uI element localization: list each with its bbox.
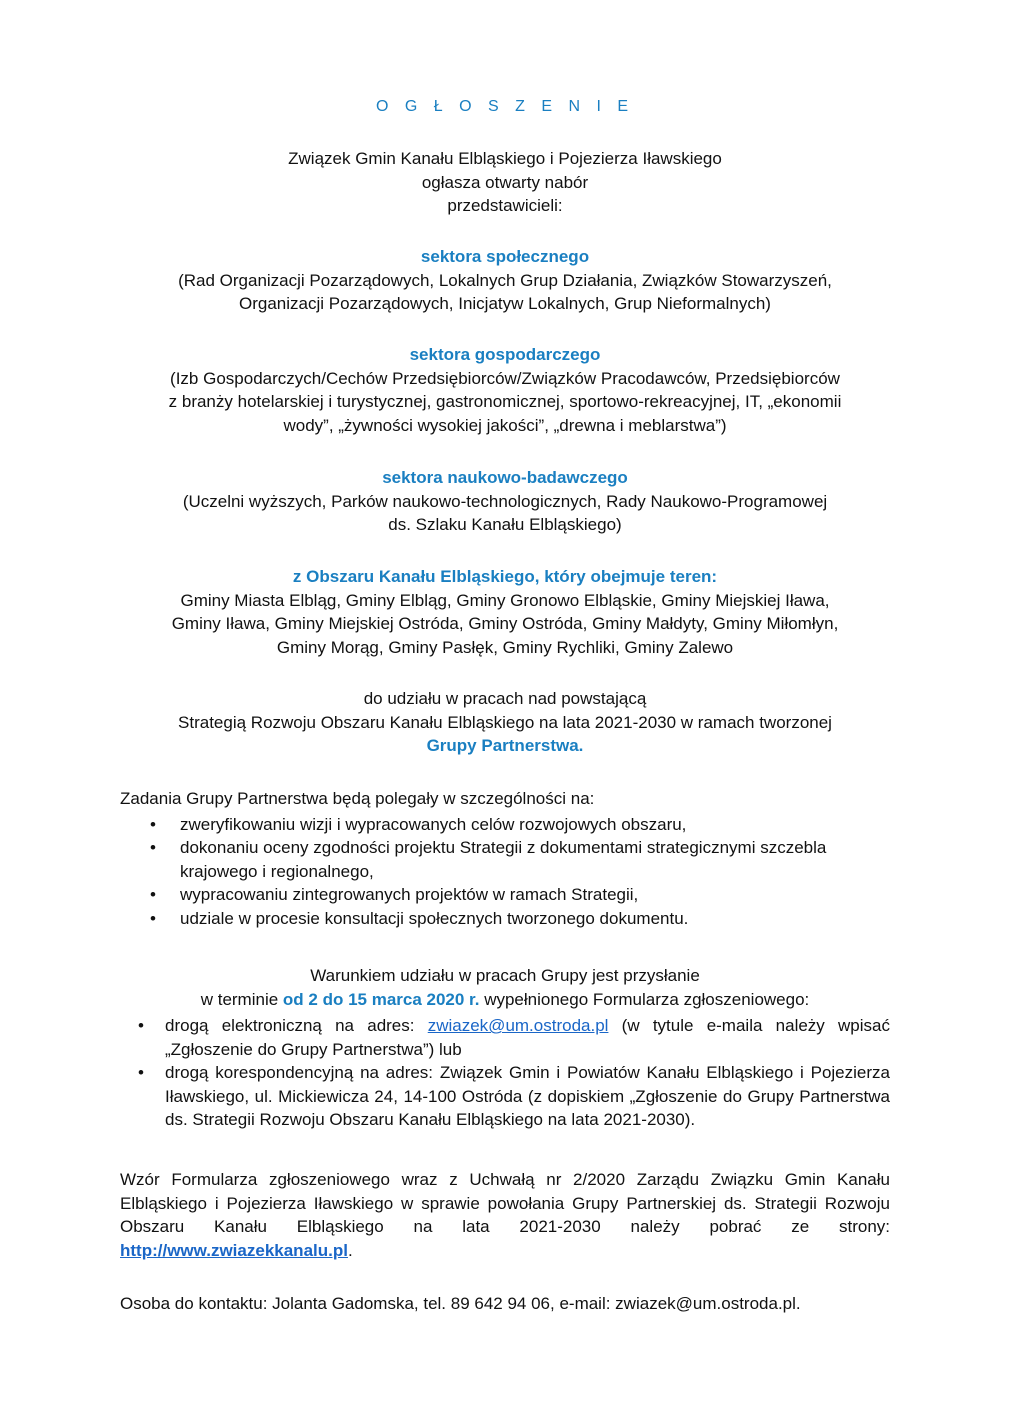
sector-line: (Izb Gospodarczych/Cechów Przedsiębiorców/Związków Pracodawców, Przedsiębiorców xyxy=(170,368,840,388)
bullet-icon: • xyxy=(150,814,156,834)
sector-economic xyxy=(120,343,890,437)
area xyxy=(120,565,890,659)
deadline-pre: w terminie xyxy=(200,989,283,1009)
sector-social xyxy=(120,245,890,316)
list-item-text: wypracowaniu zintegrowanych projektów w ramach Strategii, xyxy=(180,885,639,904)
participation xyxy=(120,687,890,758)
sector-line: (Rad Organizacji Pozarządowych, Lokalnych Grup Działania, Związków Stowarzyszeń, xyxy=(178,270,832,290)
area-line: Gminy Morąg, Gminy Pasłęk, Gminy Rychliki, Gminy Zalewo xyxy=(276,637,734,657)
conditions-line: Warunkiem udziału w pracach Grupy jest przysłanie xyxy=(310,966,700,985)
intro-line: ogłasza otwarty nabór xyxy=(421,172,589,192)
deadline-post: wypełnionego Formularza zgłoszeniowego: xyxy=(479,989,810,1009)
sector-heading: sektora gospodarczego xyxy=(409,345,601,364)
conditions-intro xyxy=(120,964,890,1011)
tasks-section xyxy=(120,787,890,930)
sector-line: ds. Szlaku Kanału Elbląskiego) xyxy=(388,515,622,534)
list-item xyxy=(120,1061,890,1132)
email-pre: drogą elektroniczną na adres: xyxy=(165,1016,428,1035)
contact-line: Osoba do kontaktu: Jolanta Gadomska, tel. 89 642 94 06, e-mail: zwiazek@um.ostroda.pl. xyxy=(120,1294,801,1313)
sector-line: z branży hotelarskiej i turystycznej, gastronomicznej, sportowo-rekreacyjnej, IT, „ekonomii xyxy=(168,392,842,411)
list-item xyxy=(120,1014,890,1061)
list-item-text: zweryfikowaniu wizji i wypracowanych celów rozwojowych obszaru, xyxy=(180,814,687,834)
bullet-icon: • xyxy=(138,1063,144,1082)
deadline-date: od 2 do 15 marca 2020 r. xyxy=(282,989,480,1009)
tasks-heading: Zadania Grupy Partnerstwa będą polegały w szczególności na: xyxy=(120,789,595,808)
sector-line: Organizacji Pozarządowych, Inicjatyw Lokalnych, Grup Nieformalnych) xyxy=(239,294,771,313)
bullet-icon: • xyxy=(138,1016,144,1035)
email-link[interactable]: zwiazek@um.ostroda.pl xyxy=(427,1016,609,1035)
group-name: Grupy Partnerstwa. xyxy=(426,736,584,755)
bullet-icon: • xyxy=(150,885,156,904)
post-text: drogą korespondencyjną na adres: Związek Gmin i Powiatów Kanału Elbląskiego i Pojezierza Iławskiego, ul. Mickiewicza 24, 14-100 Ostróda (z dopiskiem „Zgłoszenie do Grupy Partnerstwa ds. Strategii Rozwoju Obszaru Kanału Elbląskiego na lata 2021-2030). xyxy=(165,1063,890,1129)
participation-line: do udziału w pracach nad powstającą xyxy=(363,689,647,708)
bullet-icon: • xyxy=(150,838,156,857)
list-item xyxy=(120,883,890,907)
list-item-text: dokonaniu oceny zgodności projektu Strategii z dokumentami strategicznymi szczebla krajowego i regionalnego, xyxy=(180,838,827,881)
area-line: Gminy Miasta Elbląg, Gminy Elbląg, Gminy Gronowo Elbląskie, Gminy Miejskiej Iława, xyxy=(180,590,830,610)
bullet-icon: • xyxy=(150,908,156,928)
sector-research xyxy=(120,466,890,537)
intro xyxy=(120,147,890,218)
sector-heading: sektora naukowo-badawczego xyxy=(382,468,628,487)
sector-heading: sektora społecznego xyxy=(420,247,590,266)
intro-line: Związek Gmin Kanału Elbląskiego i Pojezierza Iławskiego xyxy=(288,149,722,168)
tasks-list xyxy=(120,813,890,931)
sector-line: (Uczelni wyższych, Parków naukowo-technologicznych, Rady Naukowo-Programowej xyxy=(182,491,828,511)
list-item xyxy=(120,836,890,883)
form-text: Wzór Formularza zgłoszeniowego wraz z Uchwałą nr 2/2020 Zarządu Związku Gmin Kanału Elbląskiego i Pojezierza Iławskiego w sprawie powołania Grupy Partnerskiej ds. Strategii Rozwoju Obszaru Kanału Elbląskiego na lata 2021-2030 należy pobrać ze strony: xyxy=(120,1170,890,1236)
email-post: (w tytule e-maila należy wpisać „Zgłoszenie do Grupy Partnerstwa”) lub xyxy=(165,1016,890,1059)
sector-line: wody”, „żywności wysokiej jakości”, „drewna i meblarstwa”) xyxy=(283,415,727,435)
participation-line: Strategią Rozwoju Obszaru Kanału Elbląskiego na lata 2021-2030 w ramach tworzonej xyxy=(178,712,832,732)
area-line: Gminy Iława, Gminy Miejskiej Ostróda, Gminy Ostróda, Gminy Małdyty, Gminy Miłomłyn, xyxy=(171,614,839,633)
list-item-text: udziale w procesie konsultacji społecznych tworzonego dokumentu. xyxy=(180,908,689,928)
submission-list xyxy=(120,1014,890,1132)
list-item xyxy=(120,813,890,837)
website-link[interactable]: http://www.zwiazekkanalu.pl xyxy=(120,1240,348,1260)
page-title: O G Ł O S Z E N I E xyxy=(375,98,635,115)
list-item xyxy=(120,907,890,931)
form-paragraph xyxy=(120,1168,890,1262)
area-heading: z Obszaru Kanału Elbląskiego, który obejmuje teren: xyxy=(292,567,718,586)
conditions-line xyxy=(120,988,890,1012)
intro-line: przedstawicieli: xyxy=(447,196,563,215)
form-end: . xyxy=(347,1240,353,1260)
submission-methods xyxy=(120,1014,890,1132)
